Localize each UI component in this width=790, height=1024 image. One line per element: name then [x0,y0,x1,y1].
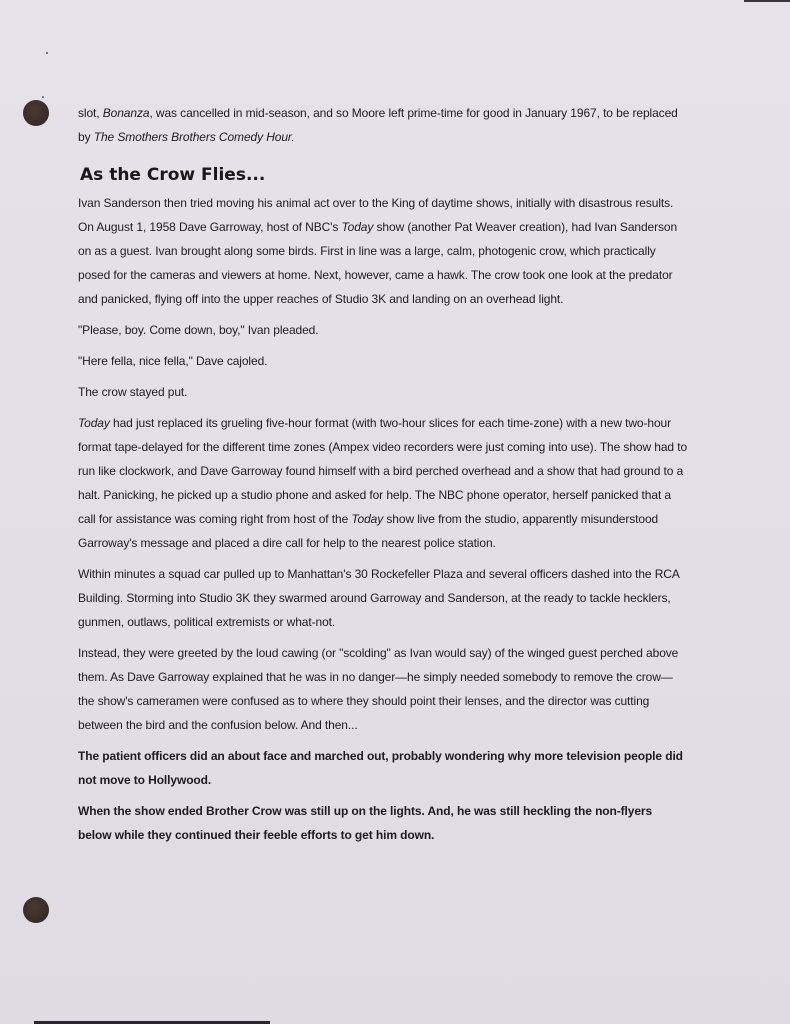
show-title-today: Today [341,220,374,234]
paper-speck [42,96,44,98]
document-body [78,101,688,854]
show-title-bonanza: Bonanza [102,106,150,120]
text-run: show (another Pat Weaver creation), had Ivan Sanderson on as a guest. Ivan brought along some birds. First in line was a large, calm, photogenic crow, which practically posed for the cameras and viewers at home. Next, however, came a hawk. The crow took one look at the predator and panicked, flying off into the upper reaches of Studio 3K and landing on an overhead light. [78,220,678,306]
paragraph-4: The crow stayed put. [78,385,188,399]
section-heading: As the Crow Flies... [80,165,266,185]
punch-hole-bottom [23,897,49,923]
paragraph-2: "Please, boy. Come down, boy," Ivan pleaded. [78,323,319,337]
scan-edge-mark [744,0,790,2]
text-run: slot, [78,106,103,120]
paper-speck [46,52,48,54]
show-title-today: Today [351,512,384,526]
text-run: Ivan Sanderson then tried moving his animal act over to the King of daytime shows, initially with disastrous results. On August 1, 1958 Dave Garroway, host of NBC's [78,196,674,234]
text-run: , was cancelled in mid-season, and so Moore left prime-time for good in January 1967, to be replaced by [78,106,678,144]
show-title-today: Today [78,416,110,430]
paragraph-1 [78,191,688,311]
paragraph-3: "Here fella, nice fella," Dave cajoled. [78,354,268,368]
text-run: show live from the studio, apparently misunderstood Garroway's message and placed a dire call for help to the nearest police station. [78,512,659,550]
intro-paragraph [78,101,688,149]
paragraph-5 [78,411,688,555]
paragraph-9: When the show ended Brother Crow was still up on the lights. And, he was still heckling the non-flyers below while they continued their feeble efforts to get him down. [78,804,653,842]
paragraph-6: Within minutes a squad car pulled up to Manhattan's 30 Rockefeller Plaza and several officers dashed into the RCA Building. Storming into Studio 3K they swarmed around Garroway and Sanderson, at the ready to tackle hecklers, gunmen, outlaws, political extremists or what-not. [78,567,680,629]
paragraph-8: The patient officers did an about face and marched out, probably wondering why more television people did not move to Hollywood. [78,749,683,787]
punch-hole-top [23,100,49,126]
text-run: had just replaced its grueling five-hour format (with two-hour slices for each time-zone) with a new two-hour format tape-delayed for the different time zones (Ampex video recorders were just coming into use). The show had to run like clockwork, and Dave Garroway found himself with a bird perched overhead and a show that had ground to a halt. Panicking, he picked up a studio phone and asked for help. The NBC phone operator, herself panicked that a call for assistance was coming right from host of the [78,416,688,526]
paragraph-7: Instead, they were greeted by the loud cawing (or "scolding" as Ivan would say) of the winged guest perched above them. As Dave Garroway explained that he was in no danger—he simply needed somebody to remove the crow—the show's cameramen were confused as to where they should point their lenses, and the director was cutting between the bird and the confusion below. And then... [78,646,679,732]
show-title-smothers-brothers: The Smothers Brothers Comedy Hour. [93,130,295,144]
